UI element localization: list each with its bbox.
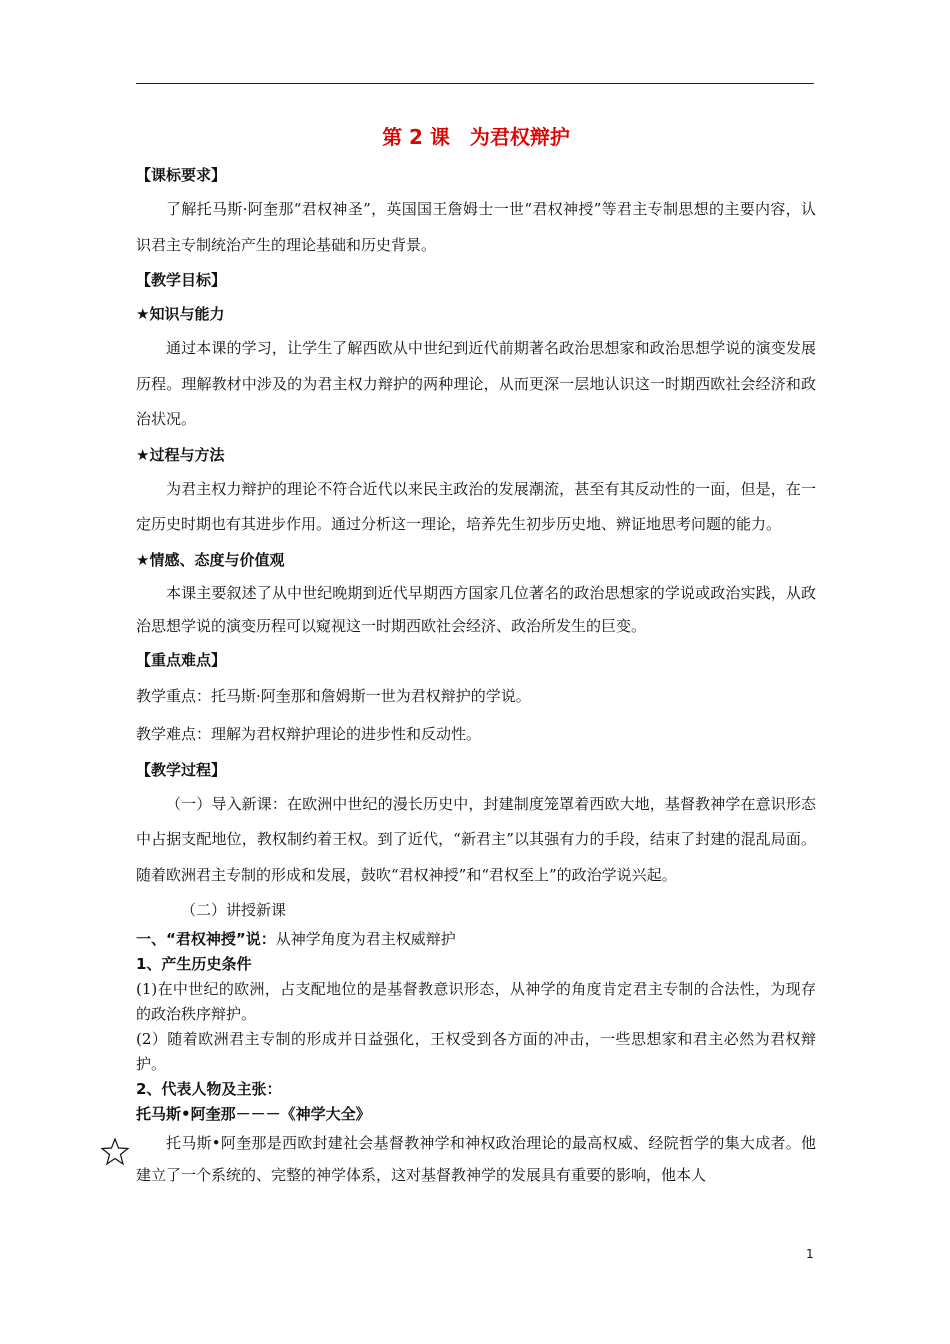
heading-qinggan: ★情感、态度与价值观 (136, 550, 285, 569)
paragraph-daoru: （一）导入新课：在欧洲中世纪的漫长历史中，封建制度笼罩着西欧大地，基督教神学在意识形态中占据支配地位，教权制约着王权。到了近代，“新君主”以其强有力的手段，结束了封建的混乱局面。随着欧洲君主专制的形成和发展，鼓吹“君权神授”和“君权至上”的政治学说兴起。 (136, 794, 816, 884)
paragraph-jiangshou: （二）讲授新课 (181, 901, 287, 919)
paragraph-tiaojian-2: (2）随着欧洲君主专制的形成并日益强化，王权受到各方面的冲击，一些思想家和君主必然为君权辩护。 (136, 1030, 816, 1073)
heading-daibiao: 2、代表人物及主张： (136, 1080, 282, 1098)
heading-chansheng: 1、产生历史条件 (136, 955, 252, 973)
heading-kebiao: 【课标要求】 (136, 166, 227, 184)
paragraph-tiaojian-1: (1)在中世纪的欧洲，占支配地位的是基督教意识形态，从神学的角度肯定君主专制的合法性，为现存的政治秩序辩护。 (136, 980, 816, 1023)
heading-zhishi: ★知识与能力 (136, 305, 225, 323)
star-outline-icon (100, 1137, 130, 1167)
heading-yi-bold: 一、“君权神授”说： (136, 930, 276, 948)
paragraph-zhongdian: 教学重点：托马斯·阿奎那和詹姆斯一世为君权辩护的学说。 (136, 686, 531, 705)
heading-guocheng: ★过程与方法 (136, 445, 225, 464)
page-title: 第 2 课 为君权辩护 (382, 125, 570, 149)
heading-yi (136, 927, 816, 952)
heading-mubiao: 【教学目标】 (136, 271, 227, 289)
page-number: 1 (806, 1247, 814, 1261)
heading-yi-rest: 从神学角度为君主权威辩护 (275, 930, 456, 948)
paragraph-guocheng: 为君主权力辩护的理论不符合近代以来民主政治的发展潮流，甚至有其反动性的一面，但是，在一定历史时期也有其进步作用。通过分析这一理论，培养先生初步历史地、辨证地思考问题的能力。 (136, 479, 816, 533)
header-rule (136, 83, 814, 84)
heading-jiaoxue-guocheng: 【教学过程】 (136, 760, 227, 779)
heading-tuomasi: 托马斯•阿奎那－－－《神学大全》 (136, 1105, 371, 1123)
paragraph-qinggan: 本课主要叙述了从中世纪晚期到近代早期西方国家几位著名的政治思想家的学说或政治实践，从政治思想学说的演变历程可以窥视这一时期西欧社会经济、政治所发生的巨变。 (136, 583, 816, 635)
paragraph-tuomasi: 托马斯•阿奎那是西欧封建社会基督教神学和神权政治理论的最高权威、经院哲学的集大成者。他建立了一个系统的、完整的神学体系，这对基督教神学的发展具有重要的影响，他本人 (136, 1134, 816, 1184)
document-body (136, 118, 816, 1191)
paragraph-zhishi: 通过本课的学习，让学生了解西欧从中世纪到近代前期著名政治思想家和政治思想学说的演变发展历程。理解教材中涉及的为君主权力辩护的两种理论，从而更深一层地认识这一时期西欧社会经济和政治状况。 (136, 339, 816, 428)
paragraph-nandian: 教学难点：理解为君权辩护理论的进步性和反动性。 (136, 724, 482, 743)
heading-zhongdian: 【重点难点】 (136, 650, 227, 669)
paragraph-kebiao: 了解托马斯·阿奎那“君权神圣”，英国国王詹姆士一世“君权神授”等君主专制思想的主要内容，认识君主专制统治产生的理论基础和历史背景。 (136, 200, 816, 254)
